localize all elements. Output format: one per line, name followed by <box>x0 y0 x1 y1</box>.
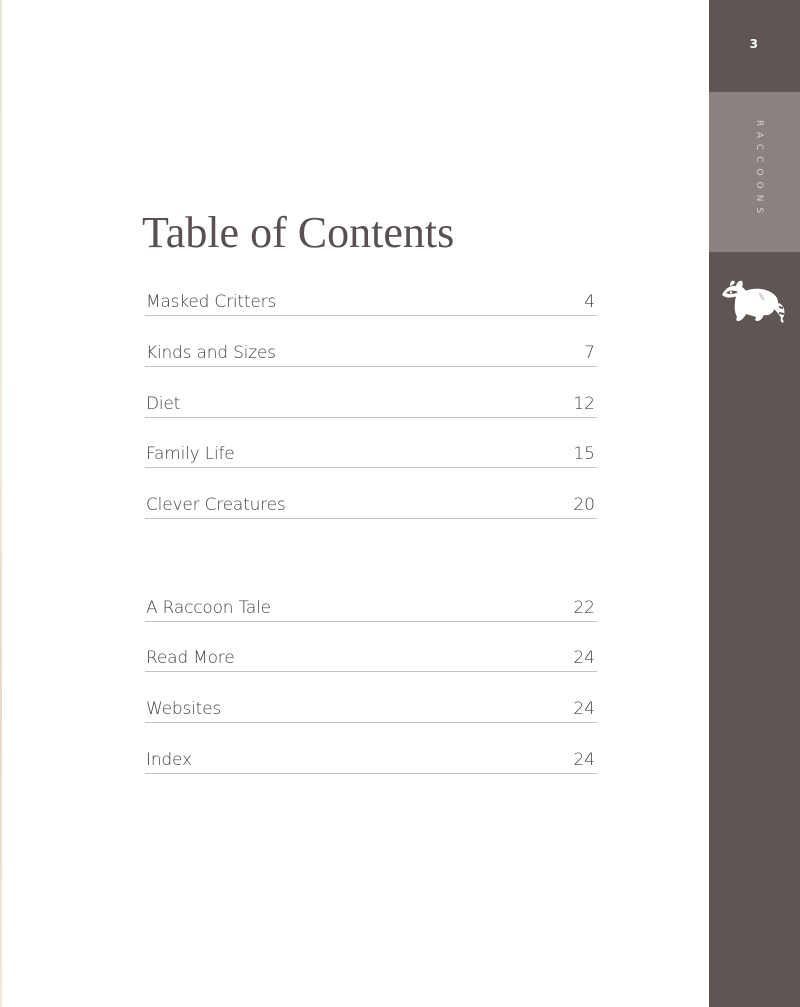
toc-entry-page-number: 4 <box>584 292 595 312</box>
toc-entry-label: Family Life <box>146 444 235 464</box>
toc-entry-page-number: 15 <box>573 444 595 464</box>
toc-entry-masked-critters[interactable] <box>145 287 597 316</box>
toc-entry-kinds-and-sizes[interactable] <box>145 338 597 367</box>
toc-entry-label: Masked Critters <box>146 292 277 312</box>
sidebar-page-number-band <box>709 0 800 92</box>
toc-entry-page-number: 24 <box>573 750 595 770</box>
toc-entry-page-number: 24 <box>573 699 595 719</box>
toc-entry-page-number: 12 <box>573 394 595 414</box>
toc-entry-label: Kinds and Sizes <box>146 343 276 363</box>
toc-entry-clever-creatures[interactable] <box>145 490 597 519</box>
page-number: 3 <box>749 37 758 51</box>
toc-entry-index[interactable] <box>145 745 597 774</box>
toc-entry-label: Clever Creatures <box>146 495 286 515</box>
toc-entry-label: Index <box>146 750 192 770</box>
page-edge <box>0 0 2 1007</box>
toc-entry-page-number: 24 <box>573 648 595 668</box>
toc-entry-label: Diet <box>146 394 181 414</box>
toc-entry-label: Read More <box>146 648 235 668</box>
raccoon-icon <box>720 278 786 324</box>
sidebar <box>709 0 800 1007</box>
toc-entry-label: A Raccoon Tale <box>146 598 271 618</box>
toc-entry-page-number: 7 <box>584 343 595 363</box>
toc-entry-family-life[interactable] <box>145 439 597 468</box>
toc-entry-page-number: 20 <box>573 495 595 515</box>
toc-entry-label: Websites <box>146 699 222 719</box>
toc-entry-websites[interactable] <box>145 694 597 723</box>
page-title: Table of Contents <box>142 208 455 257</box>
toc-entry-page-number: 22 <box>573 598 595 618</box>
toc-entry-diet[interactable] <box>145 389 597 418</box>
toc-entry-a-raccoon-tale[interactable] <box>145 593 597 622</box>
toc-entry-read-more[interactable] <box>145 643 597 672</box>
running-title: RACCOONS <box>754 120 764 220</box>
